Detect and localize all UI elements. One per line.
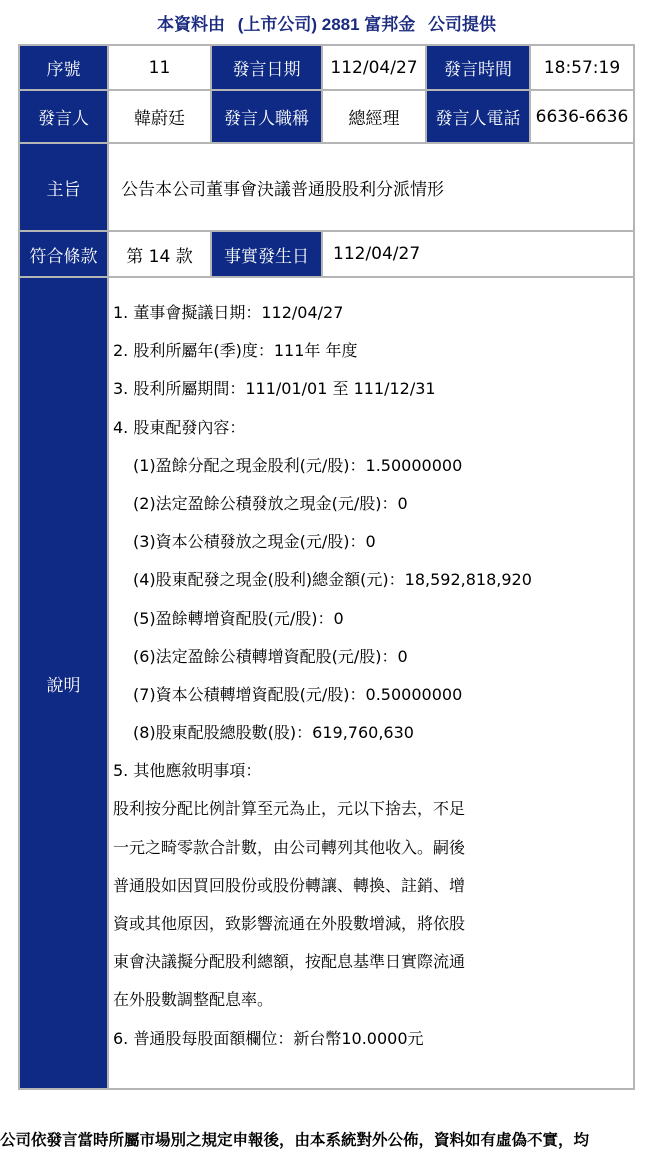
desc-line: (4)股東配發之現金(股利)總金額(元)：18,592,818,920 [133, 570, 532, 590]
desc-line: (8)股東配股總股數(股)：619,760,630 [133, 723, 414, 743]
subject-label: 主旨 [19, 143, 108, 231]
speaker-title-label: 發言人職稱 [211, 90, 322, 143]
desc-line: (3)資本公積發放之現金(元/股)：0 [133, 532, 376, 552]
description-body [109, 278, 633, 1072]
desc-line: 股利按分配比例計算至元為止，元以下捨去，不足 [113, 799, 466, 819]
title-suffix: 公司提供 [428, 15, 497, 34]
event-date-value: 112/04/27 [322, 231, 634, 277]
desc-line: (2)法定盈餘公積發放之現金(元/股)：0 [133, 493, 408, 513]
speaker-phone-value: 6636-6636 [530, 90, 634, 143]
speaker-phone-label: 發言人電話 [426, 90, 530, 143]
desc-line: 2. 股利所屬年(季)度：111年 年度 [113, 341, 358, 361]
desc-line: 一元之畸零款合計數，由公司轉列其他收入。嗣後 [113, 837, 466, 857]
speaker-label: 發言人 [19, 90, 108, 143]
desc-line: 6. 普通股每股面額欄位：新台幣10.0000元 [113, 1028, 424, 1048]
description-cell [108, 277, 634, 1089]
speaker-title-value: 總經理 [322, 90, 426, 143]
desc-line: (6)法定盈餘公積轉增資配股(元/股)：0 [133, 646, 408, 666]
desc-line: 1. 董事會擬議日期：112/04/27 [113, 303, 344, 322]
subject-cell [108, 143, 634, 231]
time-value: 18:57:19 [530, 45, 634, 90]
seq-value: 11 [108, 45, 211, 90]
description-label: 說明 [19, 277, 108, 1089]
date-value: 112/04/27 [322, 45, 426, 90]
desc-line: 3. 股利所屬期間：111/01/01 至 111/12/31 [113, 379, 436, 399]
clause-label: 符合條款 [19, 231, 108, 277]
announcement-table [18, 44, 635, 1090]
page-title [0, 10, 653, 35]
time-label: 發言時間 [426, 45, 530, 90]
subject-value: 公告本公司董事會決議普通股股利分派情形 [121, 179, 444, 200]
disclaimer-text: 公司依發言當時所屬市場別之規定申報後，由本系統對外公佈，資料如有虛偽不實，均 [0, 1131, 590, 1149]
date-label: 發言日期 [211, 45, 322, 90]
desc-line: (5)盈餘轉增資配股(元/股)：0 [133, 608, 344, 628]
desc-line: 5. 其他應敘明事項： [113, 761, 262, 781]
desc-line: (7)資本公積轉增資配股(元/股)：0.50000000 [133, 684, 463, 704]
desc-line: 普通股如因買回股份或股份轉讓、轉換、註銷、增 [113, 875, 466, 895]
seq-label: 序號 [19, 45, 108, 90]
speaker-value: 韓蔚廷 [108, 90, 211, 143]
desc-line: 在外股數調整配息率。 [113, 990, 274, 1010]
clause-value: 第 14 款 [108, 231, 211, 277]
desc-line: 資或其他原因，致影響流通在外股數增減，將依股 [113, 914, 466, 933]
title-prefix: 本資料由 [156, 15, 225, 34]
title-company: (上市公司) 2881 富邦金 [237, 15, 416, 34]
desc-line: (1)盈餘分配之現金股利(元/股)：1.50000000 [133, 455, 463, 475]
desc-line: 4. 股東配發內容： [113, 417, 246, 437]
desc-line: 東會決議擬分配股利總額，按配息基準日實際流通 [113, 952, 466, 972]
event-date-label: 事實發生日 [211, 231, 322, 277]
